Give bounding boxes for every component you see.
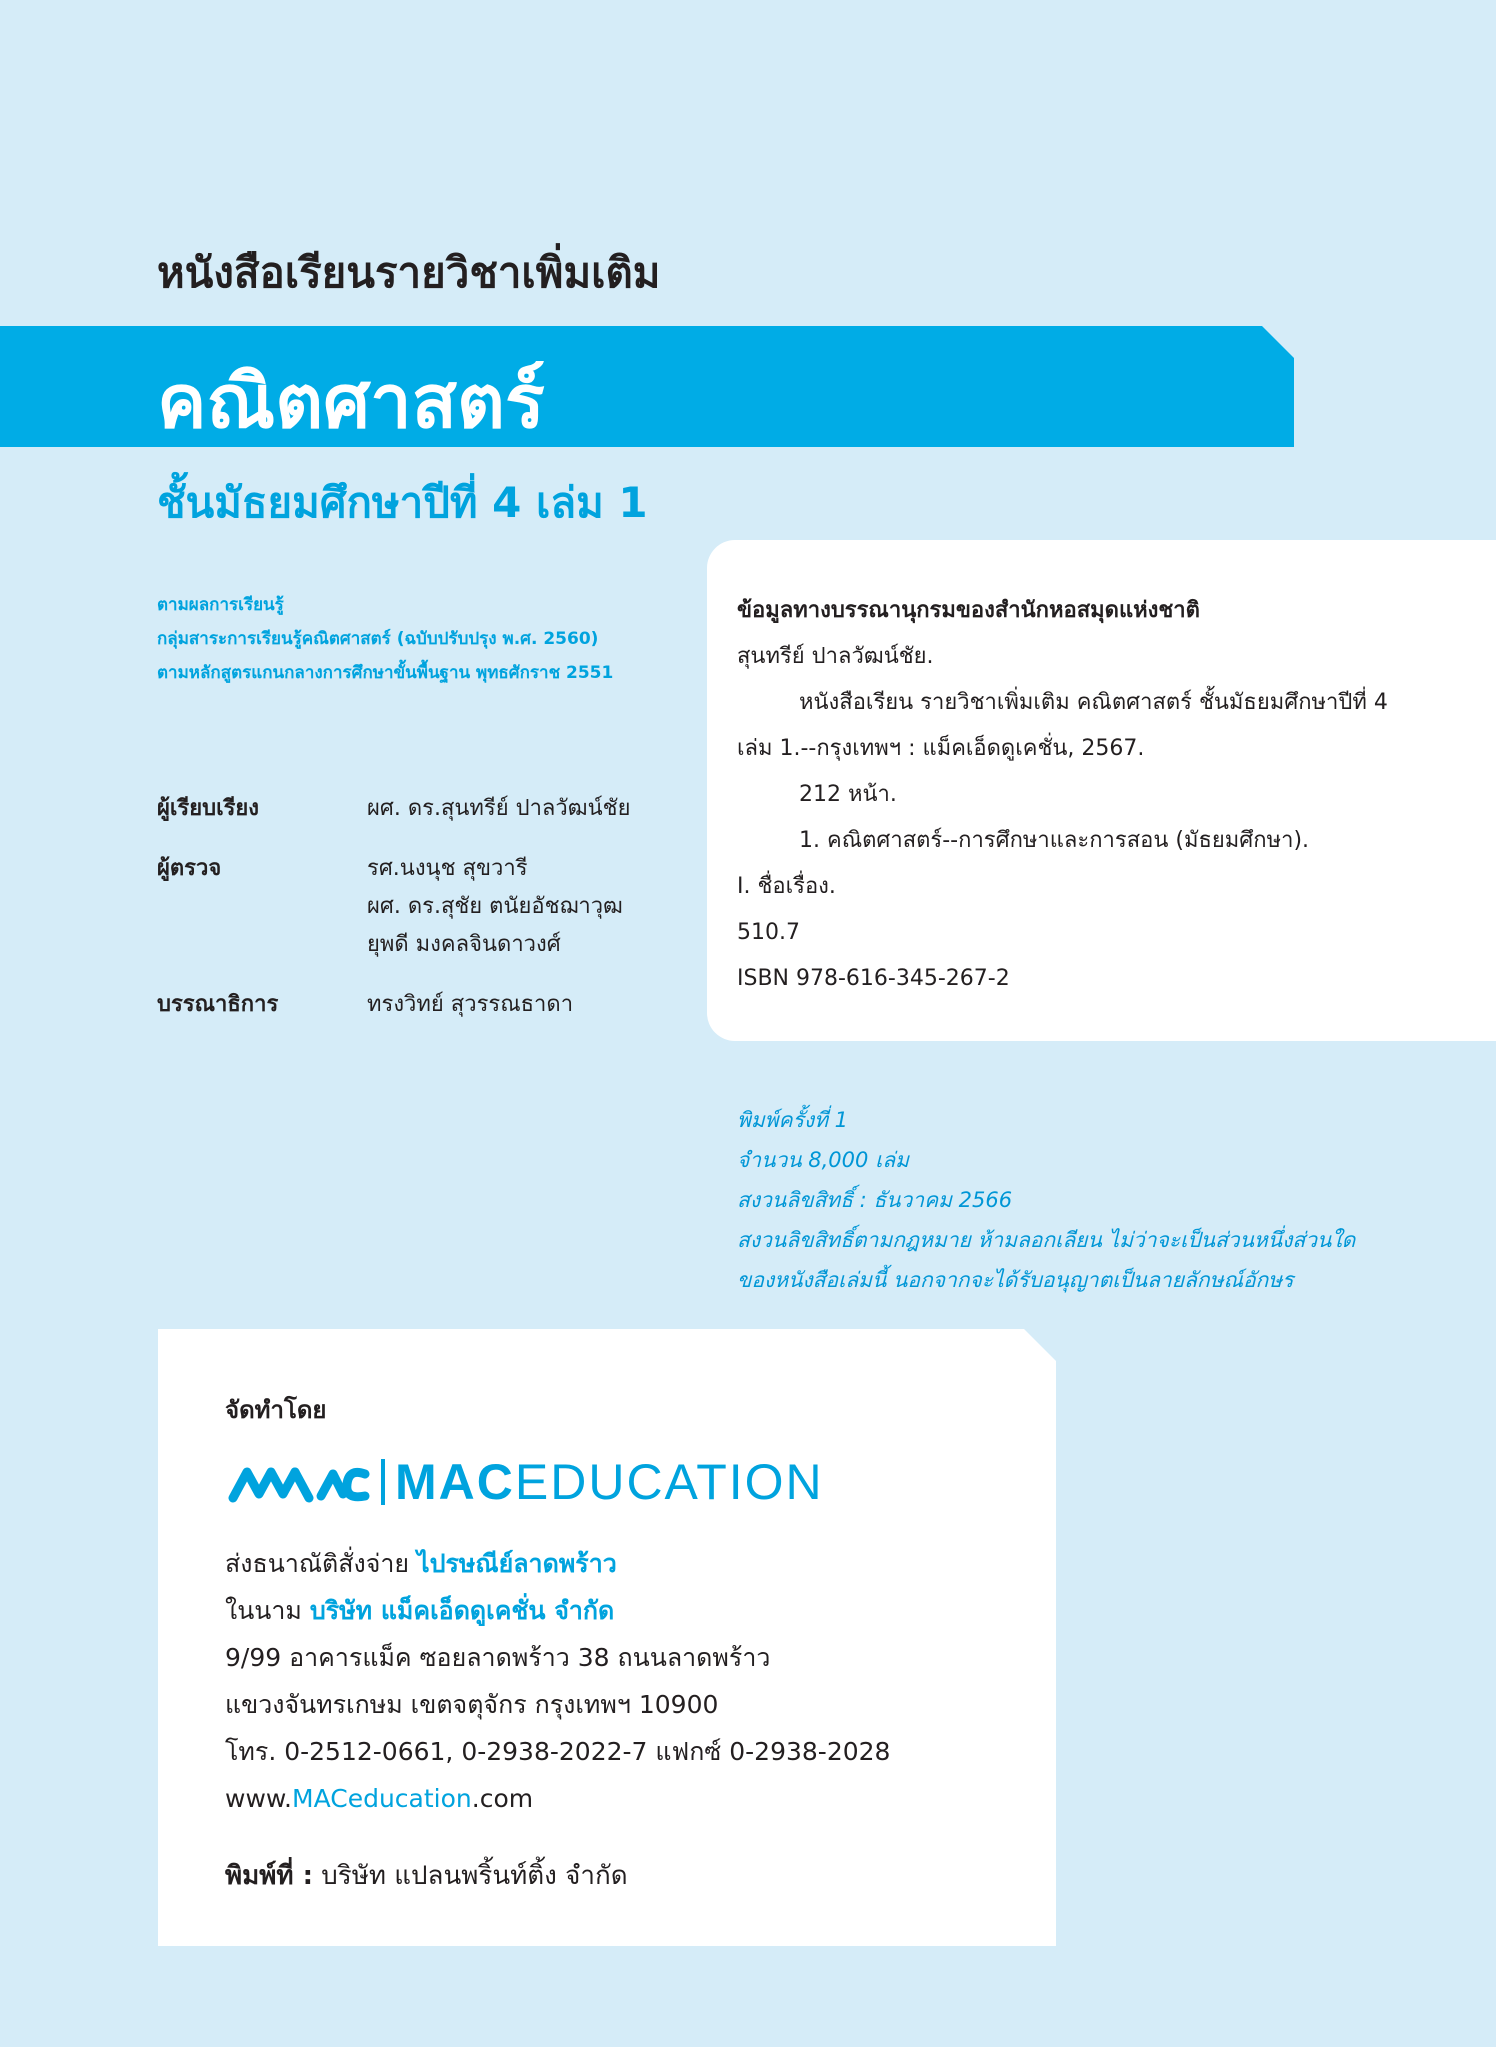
credit-names [367,790,631,828]
logo-divider [381,1459,385,1505]
money-order-prefix: ส่งธนาณัติสั่งจ่าย [225,1549,410,1578]
payee-name: บริษัท แม็คเอ็ดดูเคชั่น จำกัด [309,1596,615,1625]
mac-education-logo [225,1456,824,1508]
credit-role: ผู้ตรวจ [157,856,222,881]
book-title: คณิตศาสตร์ [157,359,545,445]
catalog-author: สุนทรีย์ ปาลวัฒน์ชัย. [737,644,934,669]
printer-info [225,1855,628,1896]
catalog-title-line: หนังสือเรียน รายวิชาเพิ่มเติม คณิตศาสตร์ ชั้นมัธยมศึกษาปีที่ 4 [799,690,1388,715]
website-link[interactable] [225,1775,890,1822]
money-order-line [225,1540,890,1587]
book-subtitle: ชั้นมัธยมศึกษาปีที่ 4 เล่ม 1 [157,478,648,527]
credit-name: ทรงวิทย์ สุวรรณธาดา [367,992,574,1017]
book-series-label: หนังสือเรียนรายวิชาเพิ่มเติม [157,248,661,297]
credit-author [157,790,631,828]
payee-prefix: ในนาม [225,1596,302,1625]
publisher-label: จัดทำโดย [225,1396,327,1424]
credit-editor [157,986,631,1024]
catalog-data [737,588,1477,1002]
print-info [737,1100,1355,1300]
print-info-line: จำนวน 8,000 เล่ม [737,1148,909,1172]
curriculum-line: ตามหลักสูตรแกนกลางการศึกษาขั้นพื้นฐาน พุทธศักราช 2551 [157,663,614,683]
credit-reviewers [157,850,631,964]
credit-name: ผศ. ดร.สุนทรีย์ ปาลวัฒน์ชัย [367,796,631,821]
address-line: 9/99 อาคารแม็ค ซอยลาดพร้าว 38 ถนนลาดพร้าว [225,1643,771,1672]
credit-role: ผู้เรียบเรียง [157,796,260,821]
catalog-heading: ข้อมูลทางบรรณานุกรมของสำนักหอสมุดแห่งชาติ [737,598,1200,623]
website-suffix: .com [471,1784,534,1813]
catalog-title-line: เล่ม 1.--กรุงเทพฯ : แม็คเอ็ดดูเคชั่น, 2567. [737,736,1145,761]
catalog-isbn: ISBN 978-616-345-267-2 [737,966,1010,991]
mac-logo-mark-icon [225,1460,373,1504]
printer-label: พิมพ์ที่ : [225,1861,314,1891]
website-brand: MACeducation [292,1784,472,1813]
credit-name: ยุพดี มงคลจินดาวงศ์ [367,932,561,957]
print-info-line: สงวนลิขสิทธิ์ตามกฎหมาย ห้ามลอกเลียน ไม่ว่าจะเป็นส่วนหนึ่งส่วนใด [737,1228,1356,1252]
catalog-subject: 1. คณิตศาสตร์--การศึกษาและการสอน (มัธยมศึกษา). [799,828,1310,853]
catalog-index: I. ชื่อเรื่อง. [737,874,836,899]
curriculum-info [157,588,613,690]
credit-names [367,850,623,964]
catalog-pages: 212 หน้า. [799,782,897,807]
credit-name: ผศ. ดร.สุชัย ตนัยอัชฌาวุฒ [367,894,623,919]
logo-wordmark [395,1456,824,1508]
print-info-line: สงวนลิขสิทธิ์ : ธันวาคม 2566 [737,1188,1013,1212]
catalog-class-number: 510.7 [737,920,800,945]
publisher-info [225,1540,890,1822]
curriculum-line: ตามผลการเรียนรู้ [157,595,284,615]
print-info-line: ของหนังสือเล่มนี้ นอกจากจะได้รับอนุญาตเป็นลายลักษณ์อักษร [737,1268,1294,1292]
credits-section [157,790,631,1046]
curriculum-line: กลุ่มสาระการเรียนรู้คณิตศาสตร์ (ฉบับปรับปรุง พ.ศ. 2560) [157,629,599,649]
credit-name: รศ.นงนุช สุขวารี [367,856,528,881]
credit-role: บรรณาธิการ [157,992,279,1017]
website-prefix: www. [225,1784,292,1813]
credit-names [367,986,573,1024]
logo-wordmark-light: EDUCATION [514,1454,824,1510]
phone-line: โทร. 0-2512-0661, 0-2938-2022-7 แฟกซ์ 0-2938-2028 [225,1737,891,1766]
printer-name: บริษัท แปลนพริ้นท์ติ้ง จำกัด [321,1861,628,1891]
payee-line [225,1587,890,1634]
logo-wordmark-bold: MAC [395,1454,515,1510]
address-line: แขวงจันทรเกษม เขตจตุจักร กรุงเทพฯ 10900 [225,1690,719,1719]
money-order-value: ไปรษณีย์ลาดพร้าว [417,1549,617,1578]
print-info-line: พิมพ์ครั้งที่ 1 [737,1108,848,1132]
